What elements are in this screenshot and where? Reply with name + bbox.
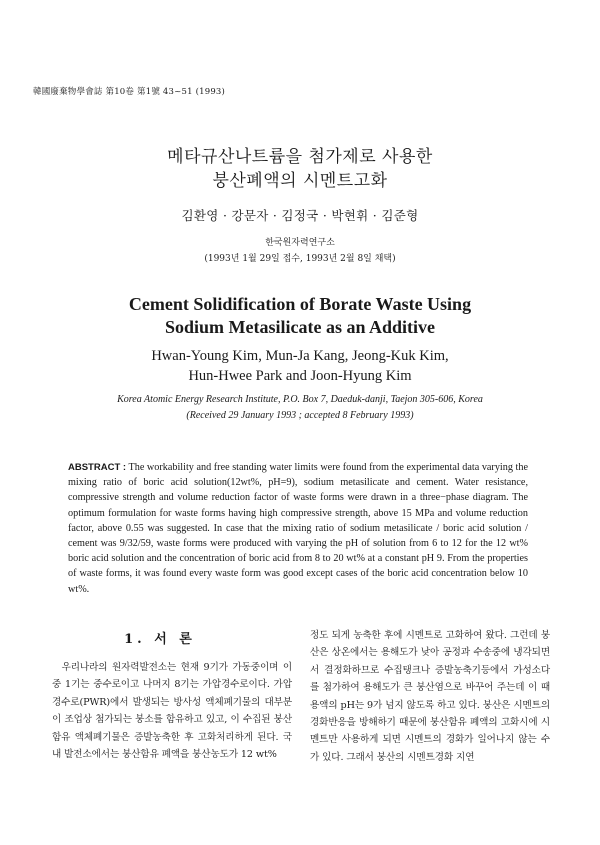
english-received: (Received 29 January 1993 ; accepted 8 February 1993)	[186, 410, 414, 421]
english-affiliation: Korea Atomic Energy Research Institute, P.O. Box 7, Daeduk-danji, Taejon 305-606, Korea	[117, 394, 483, 405]
english-title-line2: Sodium Metasilicate as an Additive	[164, 317, 435, 337]
korean-authors: 김환영 · 강문자 · 김정국 · 박현휘 · 김준형	[181, 208, 419, 223]
body-paragraph-left: 우리나라의 원자력발전소는 현재 9기가 가동중이며 이중 1기는 중수로이고 나머지 8기는 가압경수로이다. 가압경수로(PWR)에서 발생되는 방사성 액체폐기물의 대부분이 조업상 첨가되는 붕소를 함유하고 있고, 이 수집된 붕산함유 액체폐기물은 증발농축한 후 고화처리하게 된다. 국내 발전소에서는 붕산함유 폐액을 붕산농도가 12 wt%	[52, 662, 292, 761]
english-title-line1: Cement Solidification of Borate Waste Using	[128, 294, 472, 314]
abstract-label: ABSTRACT :	[68, 462, 127, 473]
journal-header: 韓國廢棄物學會誌 第10卷 第1號 43~51 (1993)	[33, 87, 226, 97]
section-heading-introduction: 1. 서 론	[124, 632, 196, 647]
korean-received: (1993년 1월 29일 접수, 1993년 2월 8일 채택)	[204, 254, 396, 264]
korean-affiliation: 한국원자력연구소	[265, 238, 335, 248]
body-column-left	[52, 659, 292, 763]
body-column-right	[310, 627, 550, 766]
korean-title-line2: 붕산폐액의 시멘트고화	[212, 171, 388, 191]
body-paragraph-right: 정도 되게 농축한 후에 시멘트로 고화하여 왔다. 그런데 붕산은 상온에서는 용해도가 낮아 공정과 수송중에 냉각되면서 결정화하므로 수집탱크나 증발농축기등에서 가성소다를 첨가하여 용해도가 큰 붕산염으로 바꾸어 주는데 이 때 용액의 pH는 9가 넘지 않도록 하고 있다. 붕산은 시멘트의 경화반응을 방해하기 때문에 붕산함유 폐액의 고화시에 시멘트만 사용하게 되면 시멘트의 경화가 일어나지 않는 수가 있다. 그래서 붕산의 시멘트경화 지연	[310, 630, 550, 763]
korean-title-line1: 메타규산나트륨을 첨가제로 사용한	[167, 147, 433, 167]
english-authors-line2: Hun-Hwee Park and Joon-Hyung Kim	[188, 368, 412, 384]
abstract-text: The workability and free standing water limits were found from the experimental data varying the mixing ratio of boric acid solution(12wt%, pH=9), sodium metasilicate and cement. Water resistance, compressive strength and volume reduction factor of waste forms were drawn in a three−phase diagram. The optimum formulation for waste forms having high compressive strength, above 15 MPa and volume reduction factor, above 0.55 was suggested. In case that the mixing ratio of sodium metasilicate / boric acid solution / cement was 9/32/59, waste forms were produced with varying the pH of solution from 6 to 12 for the 12 wt% boric acid solution and the concentration of boric acid from 8 to 20 wt% at a constant pH 9. From the properties of waste forms, it was found every waste form was good except cases of the boric acid concentration below 10 wt%.	[68, 462, 528, 595]
abstract	[68, 460, 528, 597]
english-authors-line1: Hwan-Young Kim, Mun-Ja Kang, Jeong-Kuk Kim,	[151, 348, 449, 364]
